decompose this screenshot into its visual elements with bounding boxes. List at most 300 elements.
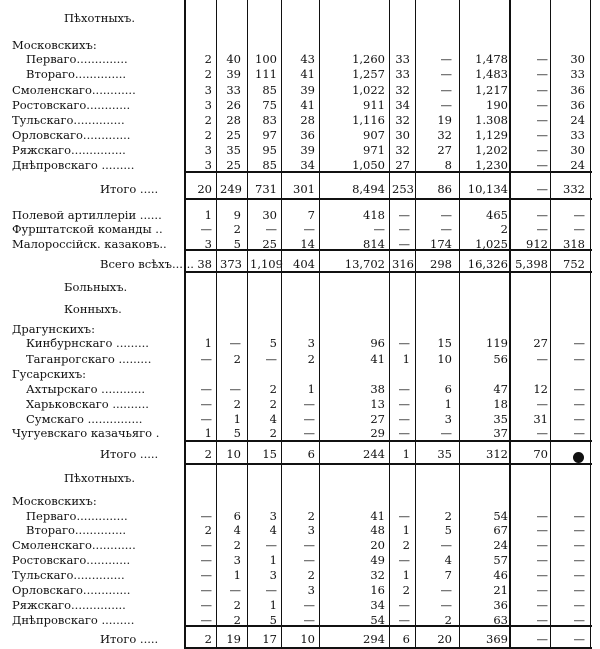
cell-c1: 20 [197,182,212,196]
cell-c2: 2 [233,613,241,627]
cell-c5: 294 [363,632,385,646]
cell-c10: — [573,598,585,612]
cell-c4: — [303,222,315,236]
cell-c4: 43 [300,52,315,66]
cell-c2: 39 [226,67,241,81]
cell-c5: 54 [370,613,385,627]
cell-c2: 40 [226,52,241,66]
cell-c10: — [573,336,585,350]
row-label: Малороссійск. казаковъ.. [12,237,167,251]
cell-c4: 34 [300,158,315,172]
cell-c1: 3 [204,98,212,112]
cell-c2: 249 [220,182,242,196]
row-label: Конныхъ. [64,302,122,316]
total-row [0,257,600,272]
cell-c3: 2 [269,397,277,411]
cell-c6: 316 [392,257,414,271]
cell-c3: — [265,583,277,597]
cell-c10: — [573,553,585,567]
row-label: Ахтырскаго ............ [26,382,146,396]
cell-c8: 1,478 [475,52,508,66]
section-heading [0,280,600,295]
table-row [0,67,600,82]
cell-c7: 2 [444,509,452,523]
row-label: Драгунскихъ: [12,322,95,336]
cell-c1: 2 [204,113,212,127]
cell-c2: 1 [233,568,241,582]
table-row [0,158,600,173]
row-label: Орловскаго............. [12,128,131,142]
cell-c3: 2 [269,382,277,396]
cell-c9: — [536,182,548,196]
cell-c7: 15 [437,336,452,350]
cell-c3: — [265,538,277,552]
cell-c6: 27 [395,158,410,172]
cell-c10: — [573,352,585,366]
row-label: Московскихъ: [12,38,97,52]
cell-c5: 418 [363,208,385,222]
cell-c9: — [536,426,548,440]
row-label: Ряжскаго............... [12,143,126,157]
cell-c4: 7 [307,208,315,222]
cell-c3: 100 [255,52,277,66]
row-label: Орловскаго............. [12,583,131,597]
cell-c5: 34 [370,598,385,612]
cell-c8: 46 [493,568,508,582]
cell-c5: 41 [370,352,385,366]
cell-c3: 95 [262,143,277,157]
cell-c2: 9 [233,208,241,222]
cell-c5: 48 [370,523,385,537]
cell-c3: 75 [262,98,277,112]
cell-c3: 2 [269,426,277,440]
cell-c1: 3 [204,158,212,172]
cell-c2: 3 [233,553,241,567]
cell-c1: — [200,397,212,411]
cell-c7: — [440,426,452,440]
row-rule-6 [184,463,592,465]
cell-c4: 41 [300,67,315,81]
cell-c1: — [200,509,212,523]
cell-c6: — [398,336,410,350]
cell-c6: 32 [395,113,410,127]
cell-c4: 3 [307,336,315,350]
cell-c3: — [265,222,277,236]
row-label: Харьковскаго .......... [26,397,149,411]
row-label: Пѣхотныхъ. [64,11,136,25]
cell-c6: 32 [395,83,410,97]
cell-c9: — [536,52,548,66]
cell-c3: 5 [269,613,277,627]
cell-c1: 2 [204,52,212,66]
cell-c8: 57 [493,553,508,567]
table-row [0,598,600,613]
cell-c9: — [536,568,548,582]
cell-c3: 4 [269,412,277,426]
cell-c4: 2 [307,509,315,523]
cell-c8: 1,025 [475,237,508,251]
cell-c2: — [229,583,241,597]
cell-c5: 32 [370,568,385,582]
total-row [0,182,600,197]
cell-c2: 373 [220,257,242,271]
cell-c8: 190 [486,98,508,112]
cell-c2: 5 [233,426,241,440]
cell-c7: 86 [437,182,452,196]
section-heading [0,11,600,26]
cell-c4: — [303,426,315,440]
table-row [0,237,600,252]
cell-c7: 10 [437,352,452,366]
cell-c7: 7 [444,568,452,582]
cell-c9: — [536,222,548,236]
table-row [0,52,600,67]
cell-c6: — [398,237,410,251]
cell-c8: 54 [493,509,508,523]
cell-c10: — [573,523,585,537]
cell-c2: 2 [233,538,241,552]
cell-c10: 30 [570,143,585,157]
cell-c7: — [440,83,452,97]
cell-c5: 971 [363,143,385,157]
cell-c6: — [398,598,410,612]
cell-c1: 2 [204,67,212,81]
cell-c10: 33 [570,128,585,142]
cell-c5: 1,022 [352,83,385,97]
cell-c9: — [536,538,548,552]
cell-c2: 26 [226,98,241,112]
row-label: Итого ..... [100,447,159,461]
cell-c2: 1 [233,412,241,426]
table-row [0,538,600,553]
cell-c4: — [303,553,315,567]
cell-c7: — [440,208,452,222]
cell-c5: 1,257 [352,67,385,81]
table-row [0,553,600,568]
row-label: Днѣпровскаго ......... [12,613,135,627]
row-label: Московскихъ: [12,494,97,508]
cell-c6: 2 [402,538,410,552]
cell-c3: 85 [262,83,277,97]
cell-c6: 33 [395,67,410,81]
cell-c8: 119 [486,336,508,350]
cell-c1: — [200,553,212,567]
cell-c5: 20 [370,538,385,552]
row-label: Чугуевскаго казачьяго . [12,426,160,440]
cell-c9: — [536,553,548,567]
group-heading [0,38,600,53]
cell-c5: 244 [363,447,385,461]
cell-c5: 27 [370,412,385,426]
cell-c4: 14 [300,237,315,251]
cell-c10: — [573,397,585,411]
cell-c10: — [573,382,585,396]
cell-c4: — [303,613,315,627]
cell-c6: — [398,613,410,627]
cell-c5: — [373,222,385,236]
row-label: Сумскаго ............... [26,412,143,426]
row-label: Смоленскаго............ [12,538,136,552]
cell-c5: 96 [370,336,385,350]
cell-c6: 32 [395,143,410,157]
table-row [0,336,600,351]
table-row [0,412,600,427]
row-label: Итого ..... [100,632,159,646]
cell-c3: 1 [269,553,277,567]
cell-c9: — [536,598,548,612]
cell-c10: 332 [563,182,585,196]
cell-c10: — [573,509,585,523]
cell-c8: 63 [493,613,508,627]
cell-c9: 70 [533,447,548,461]
row-label: Ростовскаго............ [12,553,131,567]
cell-c10: — [573,412,585,426]
cell-c7: — [440,538,452,552]
cell-c10: 752 [563,257,585,271]
cell-c8: 1,202 [475,143,508,157]
cell-c9: 912 [526,237,548,251]
cell-c1: 3 [204,237,212,251]
cell-c5: 38 [370,382,385,396]
row-label: Фурштатской команды .. [12,222,163,236]
cell-c5: 13 [370,397,385,411]
cell-c6: — [398,208,410,222]
cell-c9: — [536,113,548,127]
cell-c10: — [573,222,585,236]
row-label: Полевой артиллеріи ...... [12,208,162,222]
cell-c5: 911 [363,98,385,112]
cell-c9: — [536,523,548,537]
table-row [0,83,600,98]
row-label: Гусарскихъ: [12,367,87,381]
cell-c1: — [200,568,212,582]
cell-c4: 10 [300,632,315,646]
cell-c4: — [303,412,315,426]
cell-c9: — [536,67,548,81]
cell-c1: — [200,352,212,366]
group-heading [0,367,600,382]
cell-c6: — [398,397,410,411]
row-label: Тульскаго.............. [12,568,125,582]
row-label: Втораго.............. [26,67,127,81]
cell-c2: 28 [226,113,241,127]
cell-c6: 6 [402,632,410,646]
cell-c9: 12 [533,382,548,396]
cell-c6: — [398,222,410,236]
cell-c10: — [573,426,585,440]
row-label: Смоленскаго............ [12,83,136,97]
table-row [0,113,600,128]
cell-c8: 21 [493,583,508,597]
cell-c4: 1 [307,382,315,396]
row-label: Таганрогскаго ......... [26,352,152,366]
cell-c1: 2 [204,523,212,537]
cell-c5: 41 [370,509,385,523]
cell-c5: 29 [370,426,385,440]
cell-c6: 1 [402,523,410,537]
cell-c6: 253 [392,182,414,196]
cell-c7: 2 [444,613,452,627]
cell-c7: — [440,52,452,66]
cell-c8: 36 [493,598,508,612]
cell-c10: 318 [563,237,585,251]
cell-c10: 36 [570,83,585,97]
cell-c9: — [536,143,548,157]
cell-c1: — [200,598,212,612]
cell-c8: 24 [493,538,508,552]
cell-c3: 17 [262,632,277,646]
cell-c3: 15 [262,447,277,461]
cell-c6: 2 [402,583,410,597]
section-heading [0,302,600,317]
cell-c7: — [440,222,452,236]
cell-c4: 28 [300,113,315,127]
cell-c10: — [573,583,585,597]
cell-c8: 1,230 [475,158,508,172]
cell-c10: 33 [570,67,585,81]
cell-c5: 8,494 [352,182,385,196]
section-heading [0,471,600,486]
cell-c5: 1,116 [352,113,385,127]
cell-c8: 67 [493,523,508,537]
cell-c3: 4 [269,523,277,537]
cell-c3: 5 [269,336,277,350]
cell-c7: 4 [444,553,452,567]
cell-c7: — [440,98,452,112]
total-row [0,447,600,462]
cell-c9: — [536,208,548,222]
cell-c9: 27 [533,336,548,350]
row-rule-2 [184,198,592,200]
cell-c2: 5 [233,237,241,251]
cell-c2: 2 [233,352,241,366]
cell-c9: — [536,158,548,172]
cell-c8: 369 [486,632,508,646]
cell-c4: — [303,397,315,411]
row-label: Перваго.............. [26,509,128,523]
table-row [0,352,600,367]
cell-c2: — [229,336,241,350]
cell-c1: — [200,222,212,236]
cell-c4: 6 [307,447,315,461]
cell-c7: — [440,67,452,81]
cell-c5: 1,260 [352,52,385,66]
cell-c9: — [536,632,548,646]
total-row [0,632,600,647]
row-label: Больныхъ. [64,280,128,294]
cell-c8: 1.308 [475,113,508,127]
cell-c1: 1 [204,336,212,350]
row-label: Перваго.............. [26,52,128,66]
row-label: Тульскаго.............. [12,113,125,127]
cell-c7: 8 [444,158,452,172]
row-label: Втораго.............. [26,523,127,537]
cell-c1: — [200,412,212,426]
cell-c5: 907 [363,128,385,142]
group-heading [0,494,600,509]
cell-c7: 3 [444,412,452,426]
cell-c9: — [536,509,548,523]
table-row [0,222,600,237]
cell-c2: 25 [226,128,241,142]
cell-c8: 2 [500,222,508,236]
cell-c4: 301 [293,182,315,196]
cell-c9: — [536,583,548,597]
cell-c8: 56 [493,352,508,366]
table-row [0,382,600,397]
cell-c1: — [200,583,212,597]
row-label: Пѣхотныхъ. [64,471,136,485]
cell-c7: 1 [444,397,452,411]
cell-c4: 3 [307,583,315,597]
cell-c7: 27 [437,143,452,157]
cell-c9: — [536,128,548,142]
cell-c8: 1,483 [475,67,508,81]
cell-c4: 404 [293,257,315,271]
cell-c3: 25 [262,237,277,251]
cell-c3: — [265,352,277,366]
cell-c2: 2 [233,598,241,612]
table-row [0,568,600,583]
cell-c10: — [573,208,585,222]
cell-c10: — [573,632,585,646]
cell-c1: — [200,382,212,396]
cell-c2: 19 [226,632,241,646]
cell-c2: 4 [233,523,241,537]
cell-c7: 35 [437,447,452,461]
cell-c7: 20 [437,632,452,646]
cell-c8: 35 [493,412,508,426]
cell-c9: — [536,397,548,411]
cell-c2: 2 [233,397,241,411]
table-row [0,397,600,412]
cell-c8: 37 [493,426,508,440]
cell-c8: 10,134 [467,182,508,196]
cell-c1: 3 [204,83,212,97]
cell-c3: 3 [269,509,277,523]
table-row [0,128,600,143]
cell-c10: 24 [570,158,585,172]
cell-c6: 34 [395,98,410,112]
table-row [0,143,600,158]
row-label: Итого ..... [100,182,159,196]
cell-c9: — [536,352,548,366]
ink-blot [573,452,584,463]
cell-c4: 2 [307,352,315,366]
cell-c1: 3 [204,143,212,157]
cell-c7: 298 [430,257,452,271]
cell-c9: — [536,613,548,627]
cell-c2: — [229,382,241,396]
cell-c7: 19 [437,113,452,127]
cell-c7: 174 [430,237,452,251]
table-row [0,523,600,538]
cell-c6: 1 [402,568,410,582]
cell-c10: 30 [570,52,585,66]
cell-c2: 25 [226,158,241,172]
row-label: Ряжскаго............... [12,598,126,612]
cell-c10: 24 [570,113,585,127]
cell-c6: — [398,426,410,440]
cell-c3: 731 [255,182,277,196]
cell-c3: 30 [262,208,277,222]
table-row [0,208,600,223]
table-row [0,613,600,628]
cell-c9: 5,398 [515,257,548,271]
cell-c8: 465 [486,208,508,222]
row-label: Всего всѣхъ...... [100,257,194,271]
cell-c1: — [200,613,212,627]
